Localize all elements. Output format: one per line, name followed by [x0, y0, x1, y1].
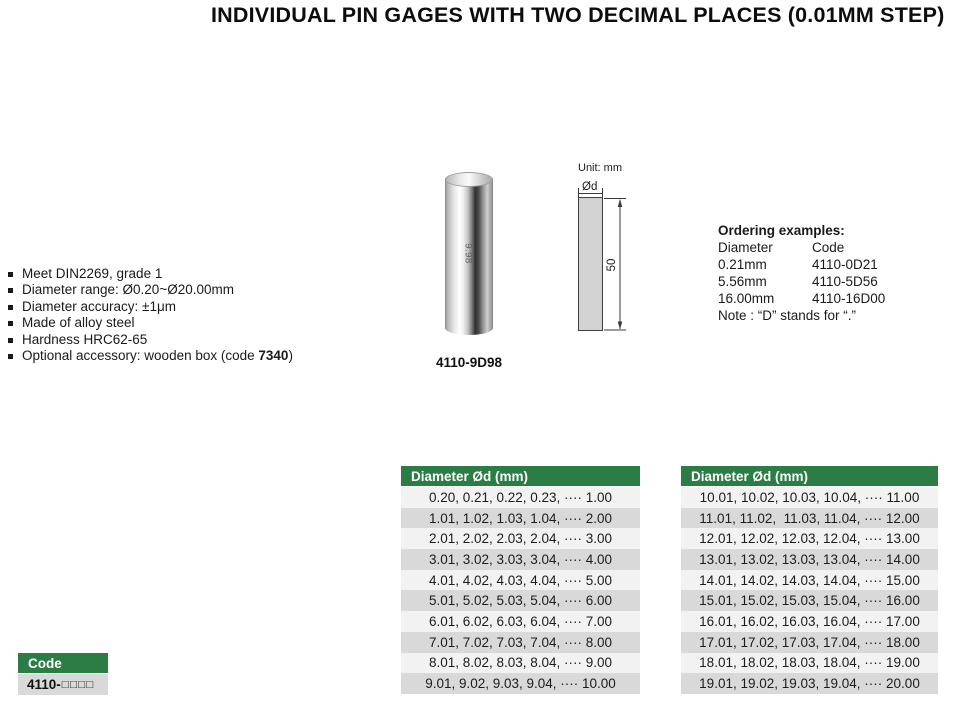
table-row: 2.01, 2.02, 2.03, 2.04, ···· 3.00: [401, 528, 640, 549]
code-table-header: Code: [18, 653, 108, 674]
table-row: 11.01, 11.02, 11.03, 11.04, ···· 12.00: [681, 508, 938, 529]
feature-item: [8, 332, 293, 348]
feature-item: [8, 299, 293, 315]
length-dim-label: 50: [606, 258, 618, 272]
feature-text: Made of alloy steel: [22, 315, 135, 331]
ordering-diameter: 16.00mm: [718, 291, 775, 306]
table-row: 4.01, 4.02, 4.03, 4.04, ···· 5.00: [401, 570, 640, 591]
feature-list: [8, 266, 293, 364]
table-row: 1.01, 1.02, 1.03, 1.04, ···· 2.00: [401, 508, 640, 529]
table-row: 13.01, 13.02, 13.03, 13.04, ···· 14.00: [681, 549, 938, 570]
feature-text: Hardness HRC62-65: [22, 331, 148, 347]
arrow-up-icon: [618, 199, 623, 207]
ordering-diameter: 5.56mm: [718, 274, 767, 289]
feature-item: [8, 315, 293, 331]
ordering-heading: Ordering examples:: [718, 223, 845, 238]
code-prefix: 4110-: [27, 677, 61, 692]
table-header: Diameter Ød (mm): [681, 466, 938, 487]
bullet-square-icon: [8, 288, 13, 293]
pin-gage-photo: [444, 172, 494, 340]
ordering-row: [718, 273, 885, 290]
ordering-col-code: Code: [812, 240, 845, 255]
code-table: [18, 653, 108, 695]
feature-item: [8, 282, 293, 298]
ordering-row: [718, 290, 885, 307]
ordering-row: [718, 256, 885, 273]
table-row: 12.01, 12.02, 12.03, 12.04, ···· 13.00: [681, 528, 938, 549]
feature-text: Diameter range: Ø0.20~Ø20.00mm: [22, 282, 234, 298]
table-row: 8.01, 8.02, 8.03, 8.04, ···· 9.00: [401, 653, 640, 674]
table-row: 3.01, 3.02, 3.03, 3.04, ···· 4.00: [401, 549, 640, 570]
table-row: 19.01, 19.02, 19.03, 19.04, ···· 20.00: [681, 673, 938, 694]
ordering-header-row: [718, 239, 885, 256]
ordering-note: Note : “D” stands for “.”: [718, 308, 857, 323]
bullet-square-icon: [8, 338, 13, 343]
table-row: 7.01, 7.02, 7.03, 7.04, ···· 8.00: [401, 632, 640, 653]
feature-text: Diameter accuracy: ±1μm: [22, 298, 176, 314]
dimension-drawing: [556, 155, 648, 343]
ordering-diameter: 0.21mm: [718, 257, 767, 272]
code-placeholder-squares: □□□□: [61, 678, 95, 691]
feature-text: Optional accessory: wooden box (code 7340): [22, 348, 293, 364]
table-row: 6.01, 6.02, 6.03, 6.04, ···· 7.00: [401, 611, 640, 632]
ordering-examples: [718, 222, 885, 324]
code-value-row: [18, 674, 108, 695]
ordering-code: 4110-16D00: [812, 291, 886, 306]
bullet-square-icon: [8, 321, 13, 326]
bullet-square-icon: [8, 354, 13, 359]
table-row: 14.01, 14.02, 14.03, 14.04, ···· 15.00: [681, 570, 938, 591]
ordering-code: 4110-5D56: [812, 274, 878, 289]
unit-label: Unit: mm: [578, 162, 622, 174]
diameter-table-left: [401, 466, 640, 694]
feature-text: Meet DIN2269, grade 1: [22, 266, 163, 281]
table-row: 10.01, 10.02, 10.03, 10.04, ···· 11.00: [681, 487, 938, 508]
table-row: 15.01, 15.02, 15.03, 15.04, ···· 16.00: [681, 590, 938, 611]
accessory-code: 7340: [258, 348, 289, 364]
table-row: 18.01, 18.02, 18.03, 18.04, ···· 19.00: [681, 653, 938, 674]
arrow-down-icon: [618, 322, 623, 330]
bullet-square-icon: [8, 305, 13, 310]
table-row: 17.01, 17.02, 17.03, 17.04, ···· 18.00: [681, 632, 938, 653]
table-row: 5.01, 5.02, 5.03, 5.04, ···· 6.00: [401, 590, 640, 611]
feature-item-accessory: [8, 348, 293, 364]
table-row: 16.01, 16.02, 16.03, 16.04, ···· 17.00: [681, 611, 938, 632]
ordering-code: 4110-0D21: [812, 257, 878, 272]
diameter-dim-label: Ød: [582, 181, 598, 193]
feature-item: [8, 266, 293, 282]
pin-outline-rect: [579, 198, 603, 331]
pin-engraving: 9.98: [462, 243, 474, 264]
bullet-square-icon: [8, 272, 13, 277]
ordering-col-diameter: Diameter: [718, 240, 773, 255]
pin-top-face: [445, 172, 493, 187]
table-row: 0.20, 0.21, 0.22, 0.23, ···· 1.00: [401, 487, 640, 508]
page-title: INDIVIDUAL PIN GAGES WITH TWO DECIMAL PLACES (0.01MM STEP): [211, 3, 945, 27]
table-row: 9.01, 9.02, 9.03, 9.04, ···· 10.00: [401, 673, 640, 694]
table-header: Diameter Ød (mm): [401, 466, 640, 487]
product-model-label: 4110-9D98: [435, 355, 503, 370]
diameter-table-right: [681, 466, 938, 694]
